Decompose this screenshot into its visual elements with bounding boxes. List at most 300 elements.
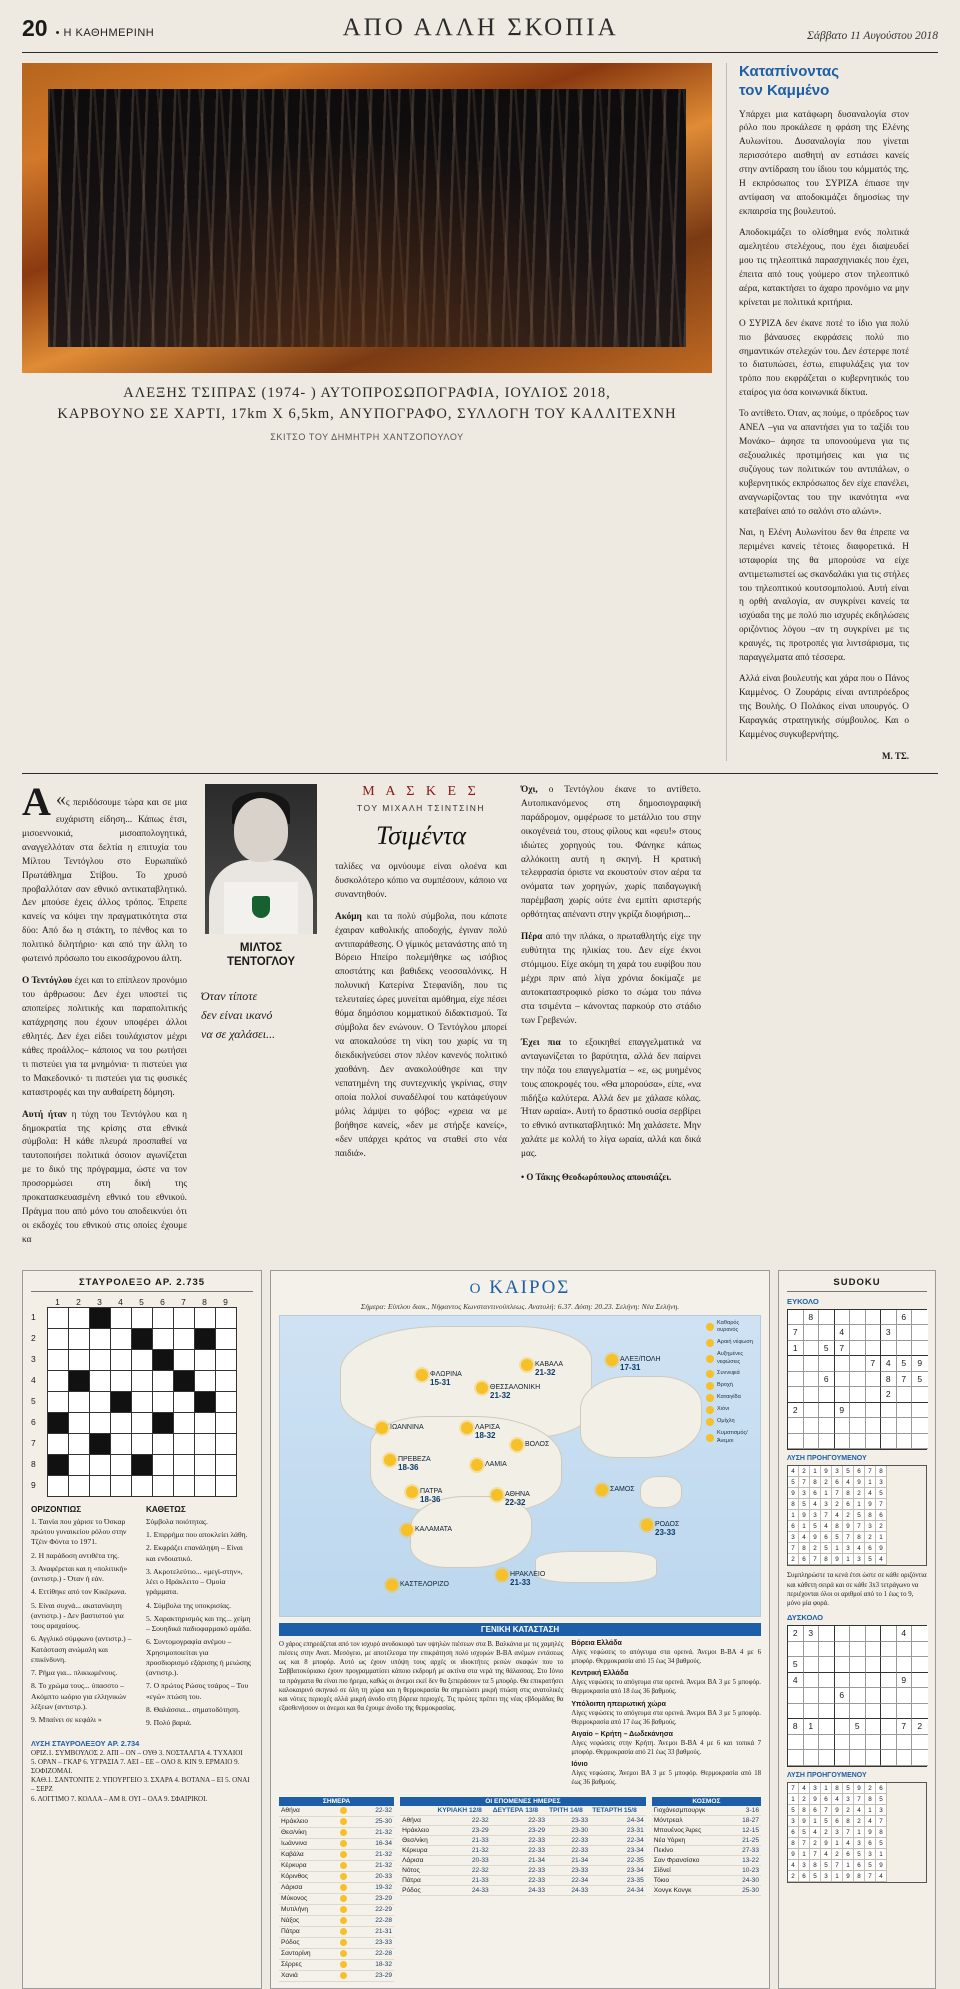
crossword-cell[interactable] [48,1350,69,1371]
sudoku-cell[interactable]: 8 [804,1310,820,1326]
sudoku-cell[interactable] [881,1750,897,1766]
sudoku-cell[interactable] [788,1750,804,1766]
sudoku-cell[interactable] [866,1673,882,1689]
sudoku-cell[interactable] [881,1434,897,1450]
landmass [640,1476,682,1508]
sudoku-cell[interactable] [897,1735,913,1751]
crossword-cell[interactable] [90,1434,111,1455]
crossword-cell[interactable] [48,1476,69,1497]
sudoku-cell[interactable] [819,1642,835,1658]
sudoku-cell[interactable] [912,1341,928,1357]
sudoku-cell[interactable] [850,1657,866,1673]
across-heading: ΟΡΙΖΟΝΤΙΩΣ [31,1504,82,1514]
crossword-cell[interactable] [216,1350,237,1371]
sudoku-cell[interactable] [881,1626,897,1642]
sudoku-cell[interactable] [866,1341,882,1357]
legend-entry [706,1351,758,1366]
map-city-name: ΚΑΛΑΜΑΤΑ [415,1525,453,1533]
sudoku-cell[interactable] [835,1372,851,1388]
map-city [525,1441,549,1448]
sudoku-cell[interactable]: 3 [804,1626,820,1642]
sudoku-cell[interactable] [819,1673,835,1689]
sudoku-cell[interactable]: 8 [788,1719,804,1735]
sudoku-cell[interactable] [819,1418,835,1434]
crossword-cell[interactable] [174,1329,195,1350]
today-table [279,1797,394,1982]
sudoku-cell[interactable] [897,1642,913,1658]
sudoku-cell[interactable] [804,1642,820,1658]
crossword-cell[interactable] [132,1476,153,1497]
sudoku-cell[interactable] [850,1356,866,1372]
sudoku-cell: 6 [810,1805,821,1816]
sudoku-cell[interactable]: 1 [788,1341,804,1357]
sudoku-cell[interactable] [788,1642,804,1658]
sudoku-cell[interactable] [835,1418,851,1434]
sudoku-cell: 4 [788,1466,799,1477]
sudoku-hard-grid[interactable] [787,1625,927,1767]
sudoku-cell[interactable] [819,1434,835,1450]
crossword-cell[interactable] [69,1329,90,1350]
sudoku-cell[interactable] [788,1418,804,1434]
sudoku-cell[interactable] [912,1642,928,1658]
sudoku-cell[interactable] [804,1341,820,1357]
sudoku-cell[interactable] [819,1657,835,1673]
sudoku-cell[interactable] [804,1735,820,1751]
crossword-cell[interactable] [90,1476,111,1497]
sudoku-cell[interactable] [881,1735,897,1751]
sudoku-cell[interactable] [835,1657,851,1673]
sudoku-cell[interactable]: 4 [897,1626,913,1642]
crossword-cell[interactable] [216,1476,237,1497]
sudoku-cell[interactable] [912,1704,928,1720]
crossword-cell[interactable] [153,1434,174,1455]
sudoku-cell[interactable] [897,1750,913,1766]
crossword-cell[interactable] [111,1476,132,1497]
sudoku-cell[interactable] [897,1325,913,1341]
sudoku-cell[interactable] [881,1704,897,1720]
sudoku-cell[interactable] [819,1688,835,1704]
sudoku-cell[interactable] [912,1688,928,1704]
crossword-cell[interactable] [216,1308,237,1329]
sudoku-cell[interactable] [850,1735,866,1751]
sudoku-cell: 1 [876,1532,887,1543]
sudoku-cell[interactable] [897,1704,913,1720]
sudoku-cell[interactable] [819,1310,835,1326]
crossword-cell[interactable] [195,1476,216,1497]
sudoku-cell[interactable] [819,1356,835,1372]
table-row [652,1885,761,1895]
sudoku-cell[interactable]: 2 [788,1403,804,1419]
sudoku-cell[interactable] [881,1403,897,1419]
crossword-grid[interactable] [47,1307,237,1497]
crossword-cell[interactable] [174,1392,195,1413]
sudoku-cell[interactable] [835,1673,851,1689]
crossword-cell[interactable] [90,1455,111,1476]
sudoku-cell[interactable] [912,1673,928,1689]
sudoku-cell[interactable]: 9 [835,1403,851,1419]
table-cell: 22-32 [357,1806,394,1817]
sudoku-cell[interactable] [912,1735,928,1751]
sudoku-cell[interactable] [866,1704,882,1720]
crossword-cell[interactable] [69,1434,90,1455]
sudoku-cell[interactable] [788,1704,804,1720]
sudoku-cell[interactable]: 4 [835,1325,851,1341]
sudoku-cell[interactable]: 8 [881,1372,897,1388]
sudoku-cell[interactable] [912,1387,928,1403]
crossword-cell[interactable] [132,1455,153,1476]
sudoku-cell[interactable] [897,1387,913,1403]
crossword-cell[interactable] [174,1350,195,1371]
crossword-cell[interactable] [174,1476,195,1497]
crossword-cell[interactable] [195,1371,216,1392]
sudoku-cell: 2 [799,1466,810,1477]
crossword-cell[interactable] [90,1392,111,1413]
sudoku-cell[interactable] [835,1704,851,1720]
next-days-table [400,1797,646,1982]
sudoku-cell[interactable] [835,1642,851,1658]
sudoku-cell[interactable] [835,1310,851,1326]
table-cell: Λάρισα [279,1882,338,1893]
sudoku-cell[interactable] [866,1418,882,1434]
sudoku-cell[interactable] [881,1688,897,1704]
sudoku-cell[interactable] [850,1642,866,1658]
sudoku-cell[interactable] [788,1735,804,1751]
sudoku-cell[interactable] [897,1418,913,1434]
sudoku-cell[interactable]: 9 [912,1356,928,1372]
sudoku-cell[interactable] [804,1356,820,1372]
crossword-cell[interactable] [132,1413,153,1434]
sudoku-cell: 6 [788,1827,799,1838]
sudoku-cell[interactable] [912,1626,928,1642]
sudoku-cell[interactable] [804,1325,820,1341]
sudoku-cell[interactable] [866,1642,882,1658]
crossword-row-label: 7 [31,1437,36,1448]
table-row [652,1815,761,1825]
crossword-cell[interactable] [48,1434,69,1455]
crossword-cell[interactable] [216,1434,237,1455]
crossword-cell[interactable] [216,1392,237,1413]
sudoku-cell[interactable]: 3 [881,1325,897,1341]
table-cell: Λάρισα [400,1855,435,1865]
sudoku-cell[interactable] [819,1325,835,1341]
sudoku-cell[interactable]: 4 [788,1673,804,1689]
sudoku-cell[interactable] [850,1750,866,1766]
sudoku-cell[interactable] [788,1356,804,1372]
sudoku-cell[interactable] [866,1310,882,1326]
sudoku-cell: 1 [788,1794,799,1805]
sudoku-cell[interactable] [850,1626,866,1642]
sudoku-cell[interactable]: 7 [897,1719,913,1735]
sudoku-cell[interactable] [850,1418,866,1434]
sudoku-cell[interactable] [788,1434,804,1450]
crossword-cell[interactable] [174,1308,195,1329]
crossword-cell[interactable] [216,1413,237,1434]
sudoku-cell[interactable] [912,1418,928,1434]
crossword-cell[interactable] [195,1434,216,1455]
crossword-cell[interactable] [132,1434,153,1455]
crossword-cell[interactable] [69,1350,90,1371]
general-conditions-text: Ο χάρος επηρεάζεται από τον ισχυρό ανυδοκιοφό των υψηλών πιέσεων στα Β. Βαλκάνια με τις χαμηλές πιέσεις στην Ανατ. Μεσόγειο, με αποτέλεσμα την επικράτηση πολύ ισχυρών Β-ΒΑ ανέμων εντάσεως ως και 8 μποφόρ. Αυτό ως έχουν υπόψη τους αρχές οι ιδιοκτήτες ρεσών σκαφών που το Σαββατοκύριακο έχουν προγραμματίσει κάποιο εκδρομή με ακτίνα στα νερά της θάλασσας. Στο Ιόνιο τα πράγματα θα είναι πιο ήρεμα, καθώς οι άνεμοι εκεί δεν θα ξεπεράσουν τα 5 μποφόρ. Θα επικρατήσει καλοκαιρινό σκηνικό σε όλη τη χώρα και η θερμοκρασία θα σημειώσει μικρή πτώση στις ανατολικές και νότιες περιοχές αλλά μικρή άνοδο στη βόρεια περιοχές. Τις πρώτες πρέπει της νέας εβδομάδας θα εξασθενήσουν οι άνεμοι και θα έχουμε άνοδο της θερμοκρασίας. [279,1640,564,1713]
sudoku-cell[interactable] [850,1673,866,1689]
sudoku-cell[interactable] [897,1688,913,1704]
crossword-cell[interactable] [48,1392,69,1413]
sudoku-cell[interactable] [866,1750,882,1766]
crossword-cell[interactable] [69,1392,90,1413]
sudoku-cell[interactable] [804,1387,820,1403]
sudoku-cell[interactable] [881,1418,897,1434]
sudoku-cell[interactable] [881,1673,897,1689]
crossword-cell[interactable] [153,1329,174,1350]
region-title: Κεντρική Ελλάδα [571,1670,629,1678]
sudoku-cell[interactable]: 7 [897,1372,913,1388]
crossword-cell[interactable] [132,1392,153,1413]
table-cell: Μπουένος Άιρες [652,1825,731,1835]
crossword-cell[interactable] [195,1413,216,1434]
sudoku-cell[interactable] [850,1372,866,1388]
table-cell: Ηράκλειο [400,1825,435,1835]
section-title: ΑΠΟ ΑΛΛΗ ΣΚΟΠΙΑ [342,14,619,41]
sudoku-cell[interactable] [866,1688,882,1704]
sudoku-cell[interactable] [912,1434,928,1450]
crossword-cell[interactable] [153,1413,174,1434]
table-row [279,1871,394,1882]
sudoku-cell: 1 [821,1488,832,1499]
sudoku-cell[interactable]: 4 [881,1356,897,1372]
sudoku-cell[interactable] [897,1434,913,1450]
sudoku-cell[interactable] [912,1310,928,1326]
sudoku-cell[interactable]: 2 [912,1719,928,1735]
crossword-cell[interactable] [69,1371,90,1392]
crossword-cell[interactable] [69,1455,90,1476]
sudoku-easy-grid[interactable] [787,1309,927,1451]
sudoku-cell[interactable] [850,1310,866,1326]
crossword-cell[interactable] [195,1392,216,1413]
weather-title-main: ΚΑΙΡΟΣ [489,1276,571,1298]
sudoku-cell[interactable] [804,1418,820,1434]
crossword-cell[interactable] [111,1329,132,1350]
table-row [279,1937,394,1948]
sudoku-cell[interactable]: 5 [819,1341,835,1357]
sudoku-cell[interactable] [804,1434,820,1450]
crossword-cell[interactable] [132,1308,153,1329]
sudoku-cell[interactable] [804,1657,820,1673]
sudoku-cell[interactable] [804,1750,820,1766]
crossword-cell[interactable] [153,1350,174,1371]
crossword-cell[interactable] [132,1350,153,1371]
crossword-cell[interactable] [153,1392,174,1413]
sudoku-cell[interactable] [788,1310,804,1326]
sudoku-cell[interactable] [912,1750,928,1766]
crossword-cell[interactable] [111,1350,132,1371]
sudoku-cell[interactable]: 7 [835,1341,851,1357]
sudoku-cell[interactable] [881,1341,897,1357]
sudoku-cell[interactable]: 6 [897,1310,913,1326]
sudoku-cell: 8 [876,1466,887,1477]
region-title: Υπόλοιπη ηπειρωτική χώρα [571,1700,666,1708]
crossword-cell[interactable] [216,1371,237,1392]
sudoku-cell[interactable] [819,1704,835,1720]
table-row [400,1865,646,1875]
crossword-cell[interactable] [111,1371,132,1392]
sudoku-cell: 7 [788,1543,799,1554]
table-row [400,1825,646,1835]
crossword-cell[interactable] [216,1455,237,1476]
crossword-cell[interactable] [132,1329,153,1350]
sudoku-cell[interactable] [912,1657,928,1673]
table-cell: 23-34 [590,1865,646,1875]
crossword-cell[interactable] [69,1476,90,1497]
sudoku-cell[interactable] [850,1341,866,1357]
top-area [22,63,938,761]
crossword-cell[interactable] [111,1455,132,1476]
sudoku-cell: 1 [832,1543,843,1554]
sudoku-cell[interactable]: 7 [866,1356,882,1372]
sudoku-cell[interactable]: 5 [850,1719,866,1735]
sudoku-cell[interactable] [835,1434,851,1450]
sudoku-cell[interactable] [804,1372,820,1388]
crossword-cell[interactable] [48,1413,69,1434]
map-city [620,1356,661,1372]
crossword-cell[interactable] [111,1434,132,1455]
sudoku-cell[interactable] [788,1688,804,1704]
sudoku-cell[interactable] [866,1325,882,1341]
rail-paragraph: Ο ΣΥΡΙΖΑ δεν έκανε ποτέ το ίδιο για πολύ πιο βάναυσες εκφράσεις πολύ πιο σημαντικών στελεχών του. Δεν έστερφε ποτέ το διατυπώσει, έστω, επιφυλάξεις για τον τρόπο που εκφράζεται ο κυβερνητικός του εταίρος για όσα κοινωνικά δίκτυα. [739,318,909,399]
crossword-cell[interactable] [153,1371,174,1392]
sudoku-cell[interactable] [788,1372,804,1388]
crossword-cell[interactable] [174,1371,195,1392]
sudoku-cell[interactable] [866,1735,882,1751]
table-cell: 23-31 [590,1825,646,1835]
sudoku-cell[interactable] [897,1657,913,1673]
sudoku-cell[interactable] [897,1403,913,1419]
sudoku-cell[interactable]: 7 [788,1325,804,1341]
sudoku-cell[interactable] [835,1719,851,1735]
sudoku-cell[interactable] [804,1688,820,1704]
sudoku-cell[interactable] [881,1642,897,1658]
crossword-cell[interactable] [174,1455,195,1476]
sudoku-cell[interactable] [866,1387,882,1403]
sudoku-cell[interactable] [881,1719,897,1735]
sudoku-cell[interactable] [866,1719,882,1735]
sudoku-cell[interactable] [881,1310,897,1326]
crossword-cell[interactable] [174,1434,195,1455]
sudoku-cell[interactable] [866,1434,882,1450]
sudoku-cell: 4 [843,1477,854,1488]
sudoku-cell[interactable] [804,1673,820,1689]
crossword-cell[interactable] [111,1392,132,1413]
sudoku-cell[interactable] [819,1403,835,1419]
sudoku-cell[interactable] [850,1434,866,1450]
sudoku-cell[interactable] [819,1387,835,1403]
sudoku-cell[interactable] [819,1719,835,1735]
weather-map[interactable] [279,1315,761,1617]
sudoku-cell[interactable] [866,1372,882,1388]
crossword-cell[interactable] [48,1455,69,1476]
sudoku-cell[interactable] [819,1626,835,1642]
map-city-name: ΠΑΤΡΑ [420,1487,443,1495]
crossword-cell[interactable] [90,1413,111,1434]
sudoku-cell[interactable] [912,1403,928,1419]
table-cell: 21-31 [357,1926,394,1937]
legend-icon [706,1323,714,1331]
sudoku-cell[interactable]: 9 [897,1673,913,1689]
sudoku-cell[interactable] [804,1403,820,1419]
table-cell: 16-34 [357,1838,394,1849]
sudoku-cell[interactable]: 5 [897,1356,913,1372]
sudoku-cell[interactable] [850,1688,866,1704]
crossword-cell[interactable] [195,1329,216,1350]
sudoku-cell[interactable]: 5 [912,1372,928,1388]
sudoku-cell[interactable] [912,1325,928,1341]
sudoku-cell[interactable] [835,1750,851,1766]
crossword-cell[interactable] [195,1350,216,1371]
crossword-cell[interactable] [90,1308,111,1329]
sudoku-cell[interactable] [788,1387,804,1403]
sudoku-cell[interactable] [850,1325,866,1341]
sudoku-cell[interactable] [835,1626,851,1642]
crossword-panel [22,1270,262,1989]
crossword-cell[interactable] [90,1329,111,1350]
crossword-cell[interactable] [132,1371,153,1392]
sudoku-cell[interactable]: 5 [788,1657,804,1673]
sudoku-cell[interactable] [866,1403,882,1419]
map-city-name: ΣΑΜΟΣ [610,1485,635,1493]
sudoku-cell[interactable]: 6 [819,1372,835,1388]
sudoku-cell[interactable] [850,1704,866,1720]
table-cell: 20-33 [435,1855,490,1865]
crossword-cell[interactable] [153,1455,174,1476]
sudoku-cell[interactable] [835,1356,851,1372]
map-city [655,1521,679,1537]
crossword-cell[interactable] [111,1308,132,1329]
sudoku-cell[interactable] [819,1735,835,1751]
crossword-cell[interactable] [48,1308,69,1329]
crossword-cell[interactable] [111,1413,132,1434]
crossword-cell[interactable] [90,1350,111,1371]
crossword-cell[interactable] [90,1371,111,1392]
crossword-cell[interactable] [174,1413,195,1434]
sudoku-cell[interactable] [850,1387,866,1403]
crossword-cell[interactable] [216,1329,237,1350]
crossword-cell[interactable] [69,1413,90,1434]
crossword-cell[interactable] [153,1476,174,1497]
table-row [279,1806,394,1817]
sudoku-cell[interactable]: 2 [881,1387,897,1403]
sudoku-cell[interactable]: 2 [788,1626,804,1642]
sudoku-cell[interactable] [866,1626,882,1642]
masks-column [335,784,507,1256]
sudoku-cell[interactable] [850,1403,866,1419]
crossword-cell[interactable] [195,1455,216,1476]
sudoku-cell[interactable] [835,1387,851,1403]
sudoku-cell[interactable] [881,1657,897,1673]
sudoku-cell[interactable] [804,1704,820,1720]
crossword-cell[interactable] [153,1308,174,1329]
sudoku-cell[interactable]: 6 [835,1688,851,1704]
crossword-cell[interactable] [48,1371,69,1392]
sudoku-cell[interactable] [897,1341,913,1357]
sudoku-cell[interactable] [835,1735,851,1751]
sudoku-cell[interactable]: 1 [804,1719,820,1735]
crossword-cell[interactable] [48,1329,69,1350]
sudoku-cell[interactable] [819,1750,835,1766]
crossword-clue: 7. Ο πρώτος Ρώσος τσάρος – Του «εγώ» πτώση του. [146,1681,249,1701]
sudoku-cell[interactable] [866,1657,882,1673]
crossword-cell[interactable] [195,1308,216,1329]
crossword-cell[interactable] [69,1308,90,1329]
sudoku-hard-solution-grid [787,1782,927,1883]
region-forecast: Λίγες νεφώσεις το απόγευμα στα ορεινά. Άνεμοι ΒΑ 3 με 5 μποφόρ. Θερμοκρασία από 17 έως 36 βαθμούς. [571,1709,761,1726]
